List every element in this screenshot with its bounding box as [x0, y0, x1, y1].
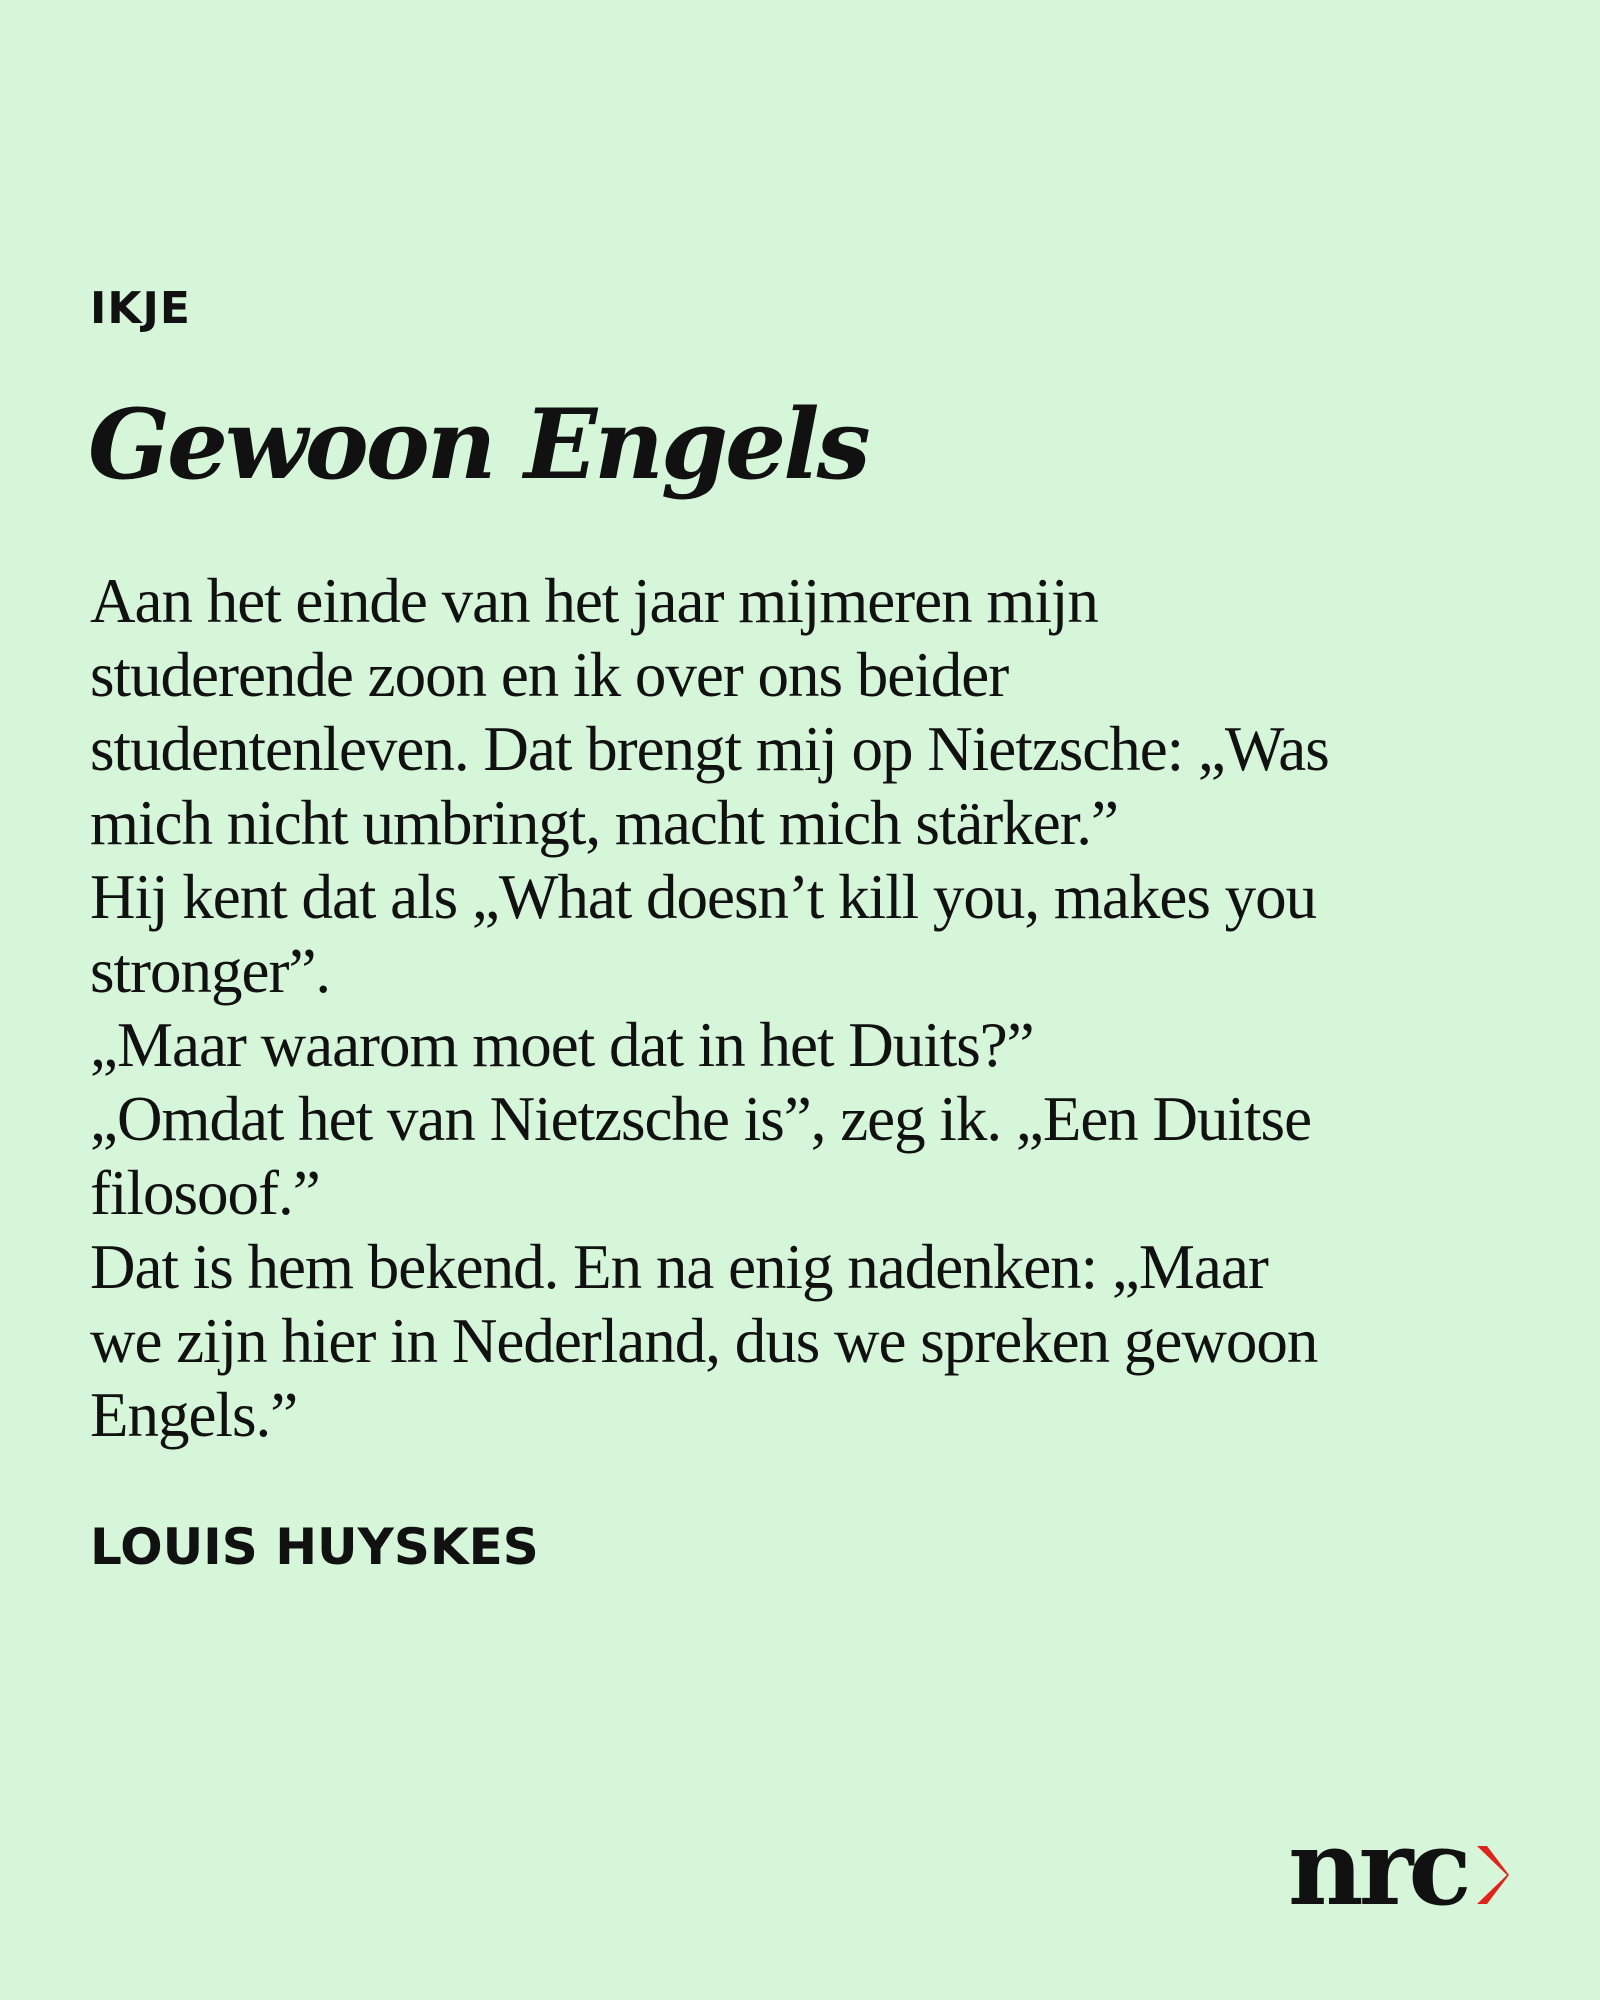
body-line: Engels.”: [90, 1380, 298, 1450]
article-title: Gewoon Engels: [88, 388, 868, 501]
body-line: „Omdat het van Nietzsche is”, zeg ik. „Een Duitse: [90, 1084, 1312, 1154]
chevron-right-icon: [1475, 1844, 1509, 1906]
body-line: filosoof.”: [90, 1158, 320, 1228]
body-line: mich nicht umbringt, macht mich stärker.”: [90, 788, 1118, 858]
body-line: Hij kent dat als „What doesn’t kill you, makes you: [90, 862, 1317, 932]
section-label: IKJE: [90, 283, 191, 334]
logo-wordmark: nrc: [1288, 1806, 1467, 1929]
body-line: we zijn hier in Nederland, dus we spreken gewoon: [90, 1306, 1318, 1376]
body-line: „Maar waarom moet dat in het Duits?”: [90, 1010, 1034, 1080]
body-line: Dat is hem bekend. En na enig nadenken: „Maar: [90, 1232, 1268, 1302]
body-line: stronger”.: [90, 936, 331, 1006]
nrc-logo: [1288, 1806, 1509, 1929]
body-line: Aan het einde van het jaar mijmeren mijn: [90, 566, 1098, 636]
article-body: [90, 564, 1530, 1452]
author-name: LOUIS HUYSKES: [90, 1518, 539, 1576]
body-line: studerende zoon en ik over ons beider: [90, 640, 1009, 710]
body-line: studentenleven. Dat brengt mij op Nietzsche: „Was: [90, 714, 1329, 784]
